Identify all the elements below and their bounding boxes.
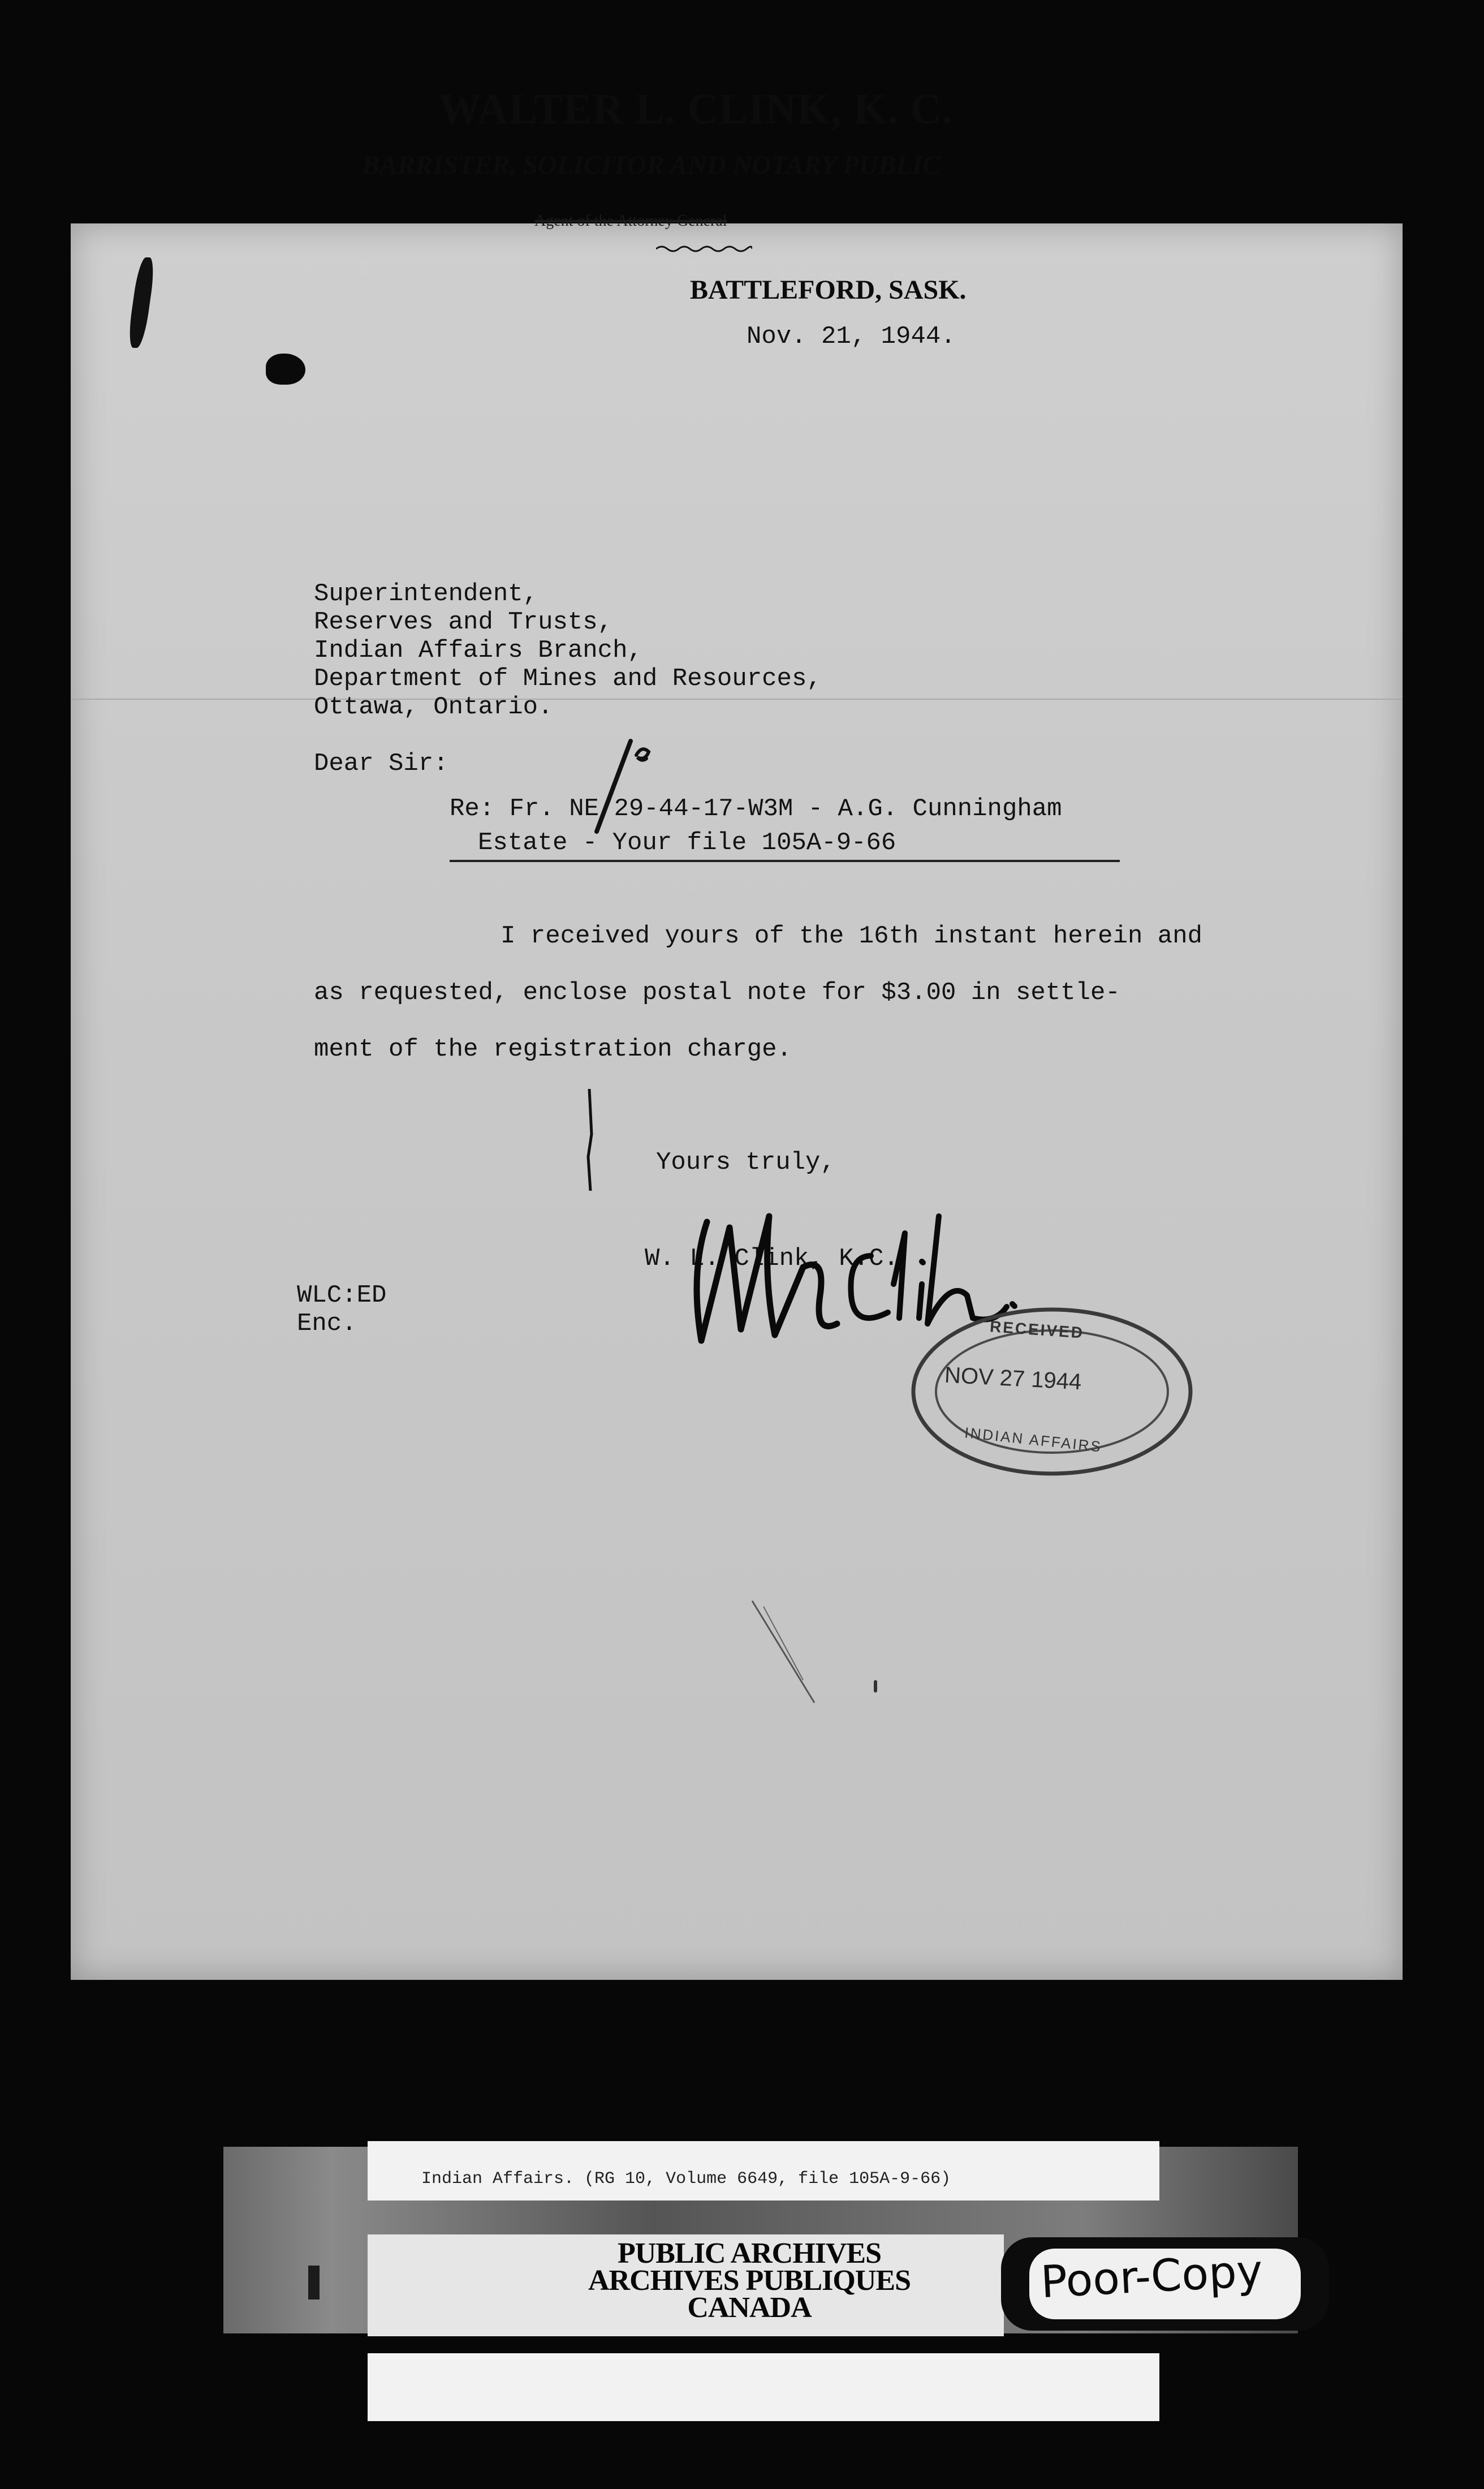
- frame-marker: [308, 2266, 320, 2299]
- typist-initials: [297, 1281, 386, 1338]
- reference-underline: [450, 860, 1120, 862]
- archive-blank-slip: [368, 2353, 1159, 2421]
- letterhead-title: BARRISTER, SOLICITOR AND NOTARY PUBLIC: [362, 150, 941, 180]
- punch-hole: [266, 354, 305, 385]
- body-line: I received yours of the 16th instant herein and: [501, 922, 1203, 950]
- page-tear: [127, 257, 156, 348]
- handwritten-mark: [577, 730, 662, 837]
- stamp-received-text: RECEIVED: [989, 1317, 1085, 1342]
- address-line: Superintendent,: [314, 580, 538, 608]
- letterhead-city: BATTLEFORD, SASK.: [690, 275, 967, 305]
- stamp-date: NOV 27 1944: [944, 1362, 1082, 1395]
- closing: Yours truly,: [656, 1148, 835, 1177]
- letter-page: [71, 223, 1403, 1980]
- reference-line-2: Estate - Your file 105A-9-66: [478, 829, 896, 857]
- struck-out-line: Agent of the Attorney General: [534, 212, 727, 230]
- margin-pen-mark: [583, 1089, 599, 1191]
- archive-reference: Indian Affairs. (RG 10, Volume 6649, file 105A-9-66): [421, 2169, 951, 2189]
- enclosure-line: Enc.: [297, 1310, 357, 1338]
- address-line: Reserves and Trusts,: [314, 608, 613, 636]
- body-line: ment of the registration charge.: [314, 1035, 792, 1063]
- reference-line-1: Re: Fr. NE 29-44-17-W3M - A.G. Cunningham: [450, 795, 1062, 823]
- signer-name: W. L. Clink, K.C.: [645, 1244, 899, 1273]
- stamp-department-text: INDIAN AFFAIRS: [964, 1424, 1103, 1455]
- archives-line: ARCHIVES PUBLIQUES: [588, 2264, 911, 2297]
- address-line: Department of Mines and Resources,: [314, 665, 822, 693]
- initials-line: WLC:ED: [297, 1281, 387, 1310]
- letterhead-name: WALTER L. CLINK, K. C.: [438, 85, 954, 133]
- ink-dot: [874, 1680, 877, 1693]
- letterhead-flourish: [656, 244, 752, 253]
- address-line: Indian Affairs Branch,: [314, 636, 642, 665]
- archives-line: CANADA: [687, 2292, 812, 2324]
- poor-copy-text: Poor-Copy: [1039, 2245, 1264, 2309]
- letter-date: Nov. 21, 1944.: [747, 322, 956, 351]
- archives-line: PUBLIC ARCHIVES: [617, 2237, 882, 2270]
- paper-scratch: [747, 1595, 826, 1708]
- address-line: Ottawa, Ontario.: [314, 693, 553, 721]
- body-line: as requested, enclose postal note for $3.00 in settle-: [314, 979, 1120, 1007]
- salutation: Dear Sir:: [314, 750, 448, 778]
- letter-body: [314, 908, 1202, 1078]
- recipient-address: [314, 580, 822, 721]
